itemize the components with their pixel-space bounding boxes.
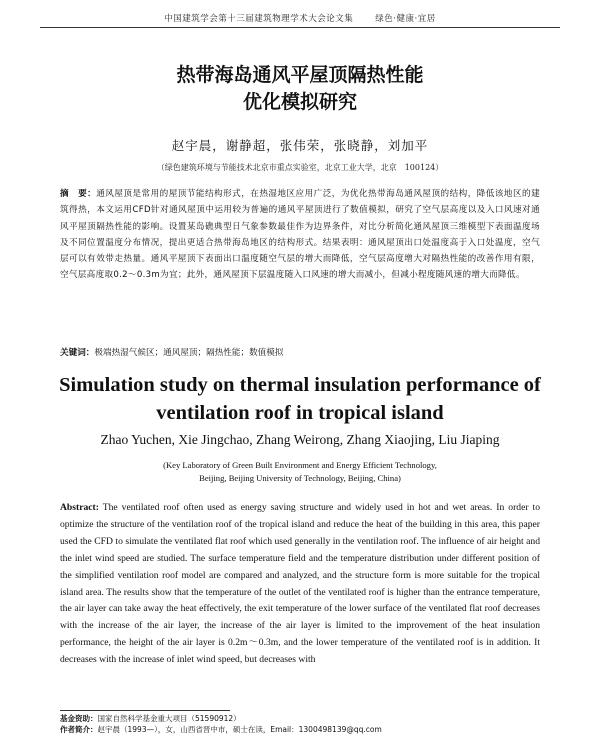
chinese-title-line-2: 优化模拟研究 bbox=[242, 91, 357, 113]
chinese-affiliation: （绿色建筑环境与节能技术北京市重点实验室，北京工业大学，北京 100124） bbox=[156, 163, 444, 172]
footnote-fund-label: 基金资助： bbox=[60, 714, 98, 723]
header-rule bbox=[40, 27, 560, 28]
footnote-fund-text: 国家自然科学基金重大项目（51590912） bbox=[97, 714, 241, 723]
english-abstract-label: Abstract: bbox=[60, 502, 99, 513]
english-authors: Zhao Yuchen, Xie Jingchao, Zhang Weirong, Zhang Xiaojing, Liu Jiaping bbox=[100, 432, 500, 447]
english-abstract bbox=[60, 500, 540, 669]
chinese-keywords bbox=[60, 346, 540, 360]
english-affiliation-line-2: Beijing, Beijing University of Technology, Beijing, China) bbox=[199, 473, 401, 483]
chinese-keywords-label: 关键词： bbox=[60, 348, 95, 358]
chinese-abstract bbox=[60, 186, 540, 284]
english-title-line-1: Simulation study on thermal insulation performance of bbox=[59, 374, 541, 396]
english-title bbox=[0, 371, 600, 427]
chinese-abstract-label: 摘 要： bbox=[60, 189, 97, 199]
chinese-abstract-text: 通风屋顶是常用的屋顶节能结构形式，在热湿地区应用广泛，为优化热带海岛通风屋顶的结构，降低该地区的建筑得热，本文运用CFD针对通风屋顶中运用较为普遍的通风平屋顶进行了数值模拟，研究了空气层高度以及入口风速对通风平屋顶隔热性能的影响。设置某岛礁典型日气象参数最佳作为边界条件，对比分析简化通风屋顶三维模型下表面温度场及不同位置温度分布情况，提出更适合热带海岛地区的结构形式。结果表明：通风屋顶出口处温度高于入口处温度，空气层可以有效带走热量。通风平屋顶下表面出口温度随空气层的增大而降低，空气层高度增大对隔热性能的改善作用有限，空气层高度取0.2～0.3m为宜；此外，通风屋顶下层温度随入口风速的增大而减小，但减小程度随风速的增大而降低。 bbox=[60, 189, 541, 281]
running-header-proceedings: 中国建筑学会第十三届建筑物理学术大会论文集 bbox=[164, 14, 354, 24]
chinese-title-line-1: 热带海岛通风平屋顶隔热性能 bbox=[176, 64, 424, 86]
english-affiliation-line-1: (Key Laboratory of Green Built Environment and Energy Efficient Technology, bbox=[163, 460, 437, 470]
footnote-author bbox=[60, 724, 540, 735]
footnotes bbox=[60, 713, 540, 735]
footnote-author-label: 作者简介： bbox=[60, 725, 98, 734]
footnote-rule bbox=[60, 710, 230, 711]
running-header bbox=[40, 12, 560, 24]
chinese-authors: 赵宇晨，谢静超，张伟荣，张晓静，刘加平 bbox=[171, 138, 429, 153]
footnote-fund bbox=[60, 713, 540, 724]
english-abstract-text: The ventilated roof often used as energy saving structure and widely used in hot and wet areas. In order to optimize the structure of the ventilation roof of the tropical island and reduce the heat of the building in this area, this paper used the CFD to simulate the ventilated flat roof which used generally in the ventilation roof. The influence of air height and the inlet wind speed are studied. The surface temperature field and the temperature distribution under different position of the simplified ventilation roof model are compared and analyzed, and the structure form is more suitable for the tropical island area. The results show that the temperature of the outlet of the ventilated roof is higher than the entrance temperature, the air layer can take away the heat effectively, the exit temperature of the lower surface of the ventilated flat roof decreases with the increase of the air layer, the increase of the air layer is limited to the improvement of the heat insulation performance, the height of the air layer is 0.2m～0.3m, and the lower temperature of the ventilated roof is in addition. It decreases with the increase of inlet wind speed, but decreases with bbox=[60, 502, 540, 666]
footnote-author-text: 赵宇晨（1993—），女，山西省晋中市，硕士在读，Email：1300498139@qq.com bbox=[97, 725, 382, 734]
chinese-title bbox=[0, 62, 600, 116]
running-header-theme: 绿色·健康·宜居 bbox=[375, 14, 436, 24]
english-title-line-2: ventilation roof in tropical island bbox=[156, 402, 444, 424]
chinese-keywords-text: 极端热湿气候区；通风屋顶；隔热性能；数值模拟 bbox=[94, 348, 284, 358]
english-affiliation bbox=[0, 459, 600, 485]
